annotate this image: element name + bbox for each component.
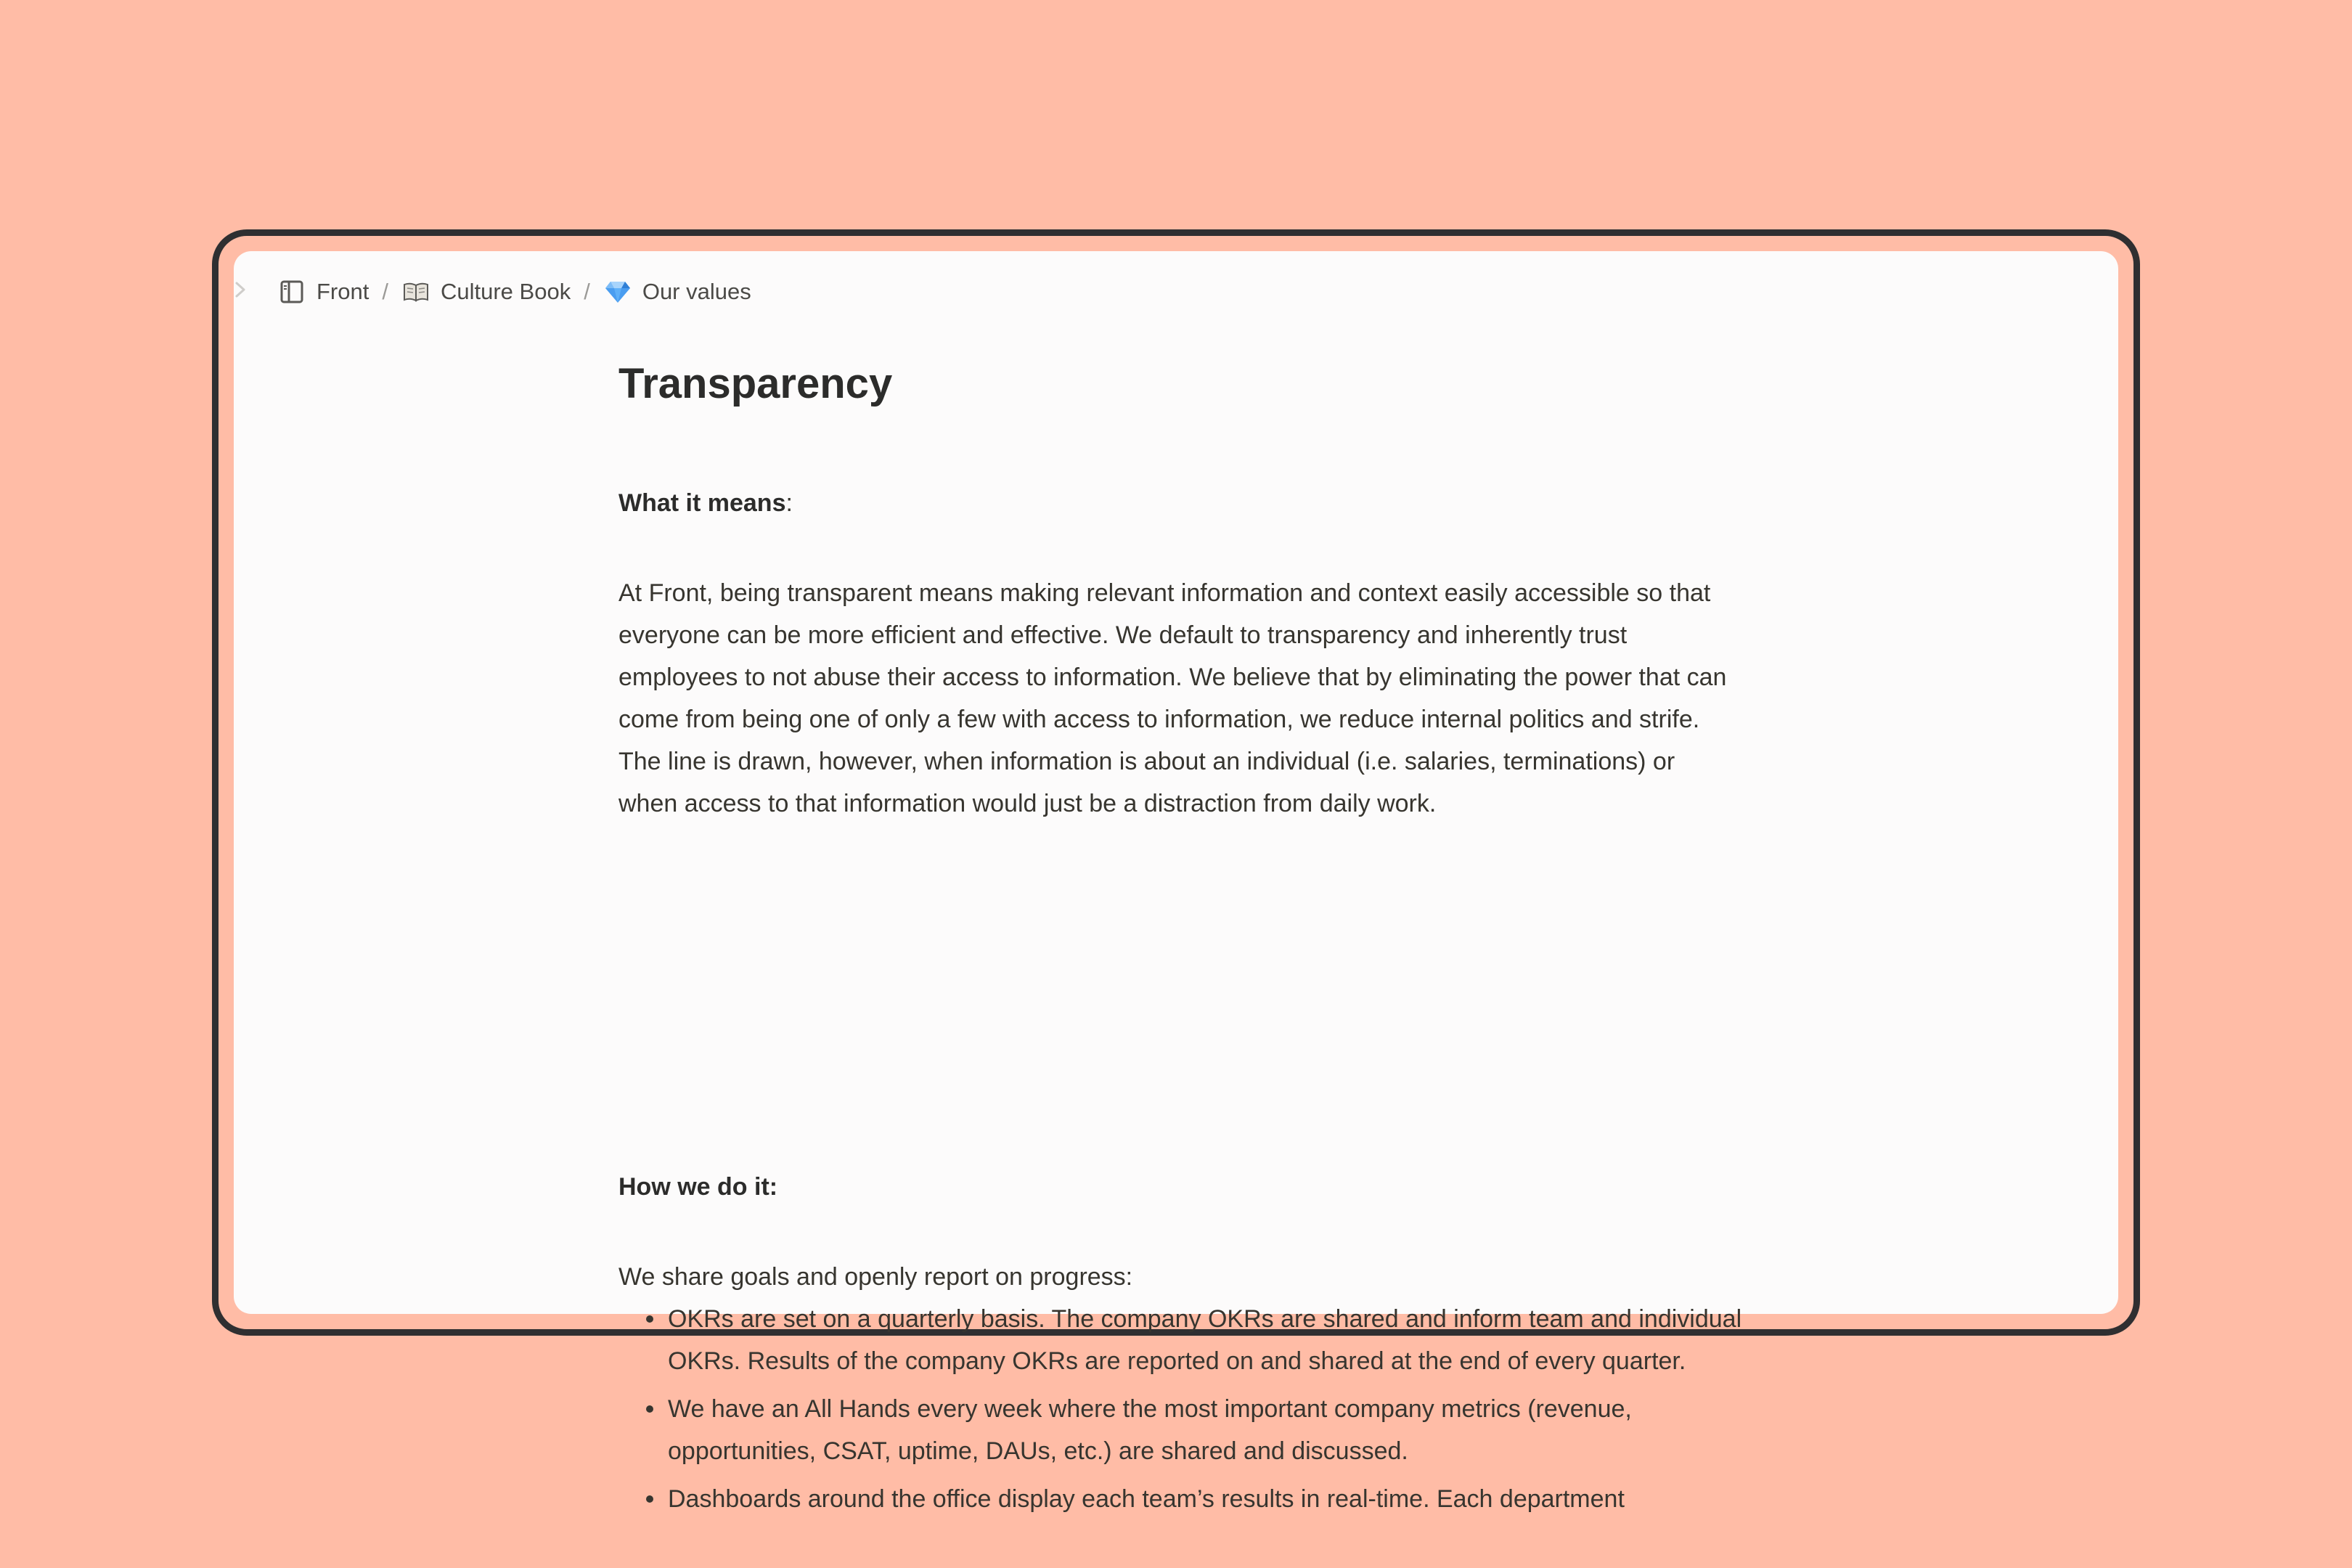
list-item-text: Dashboards around the office display each team’s results in real-time. Each department [668, 1485, 1625, 1513]
breadcrumb-item-front[interactable] [277, 277, 369, 306]
breadcrumb-label: Front [317, 279, 369, 304]
breadcrumb-label: Culture Book [440, 279, 571, 304]
breadcrumb [277, 277, 751, 306]
breadcrumb-separator: / [584, 279, 590, 304]
section-heading-how-we-do-it: How we do it: [618, 1173, 778, 1201]
breadcrumb-label: Our values [642, 279, 751, 304]
open-book-icon [401, 277, 430, 306]
list-item-text: OKRs are set on a quarterly basis. The company OKRs are shared and inform team and individual OKRs. Results of the company OKRs are reported on and shared at the end of every quarter. [668, 1305, 1742, 1375]
sidebar-layout-icon [277, 277, 306, 306]
section-paragraph: At Front, being transparent means making relevant information and context easily accessible so that everyone can be more efficient and effective. We default to transparency and inherently trust employees to not abuse their access to information. We believe that by eliminating the power that can come from being one of only a few with access to information, we reduce internal politics and strife. The line is drawn, however, when information is about an individual (i.e. salaries, terminations) or when access to that information would just be a distraction from daily work. [618, 579, 1727, 817]
notion-page-window [234, 251, 2118, 1513]
breadcrumb-item-our-values[interactable] [603, 277, 751, 306]
page-title: Transparency [618, 360, 893, 407]
bullet-dot-icon [646, 1495, 653, 1503]
section-heading-colon: : [785, 489, 793, 517]
breadcrumb-item-culture-book[interactable] [401, 277, 571, 306]
list-item-text: We have an All Hands every week where the most important company metrics (revenue, opportunities, CSAT, uptime, DAUs, etc.) are shared and discussed. [668, 1395, 1632, 1465]
list-item [618, 1298, 1751, 1382]
list-item [618, 1388, 1751, 1472]
section-intro: We share goals and openly report on progress: [618, 1263, 1133, 1291]
bullet-dot-icon [646, 1315, 653, 1323]
bullet-dot-icon [646, 1405, 653, 1413]
bullet-list [618, 1298, 1751, 1526]
section-heading-what-it-means [618, 482, 793, 524]
breadcrumb-separator: / [382, 279, 388, 304]
section-heading-label: What it means [618, 489, 786, 517]
list-item [618, 1478, 1751, 1520]
gem-icon [603, 277, 632, 306]
sidebar-expand-chevron-icon[interactable] [234, 280, 250, 299]
